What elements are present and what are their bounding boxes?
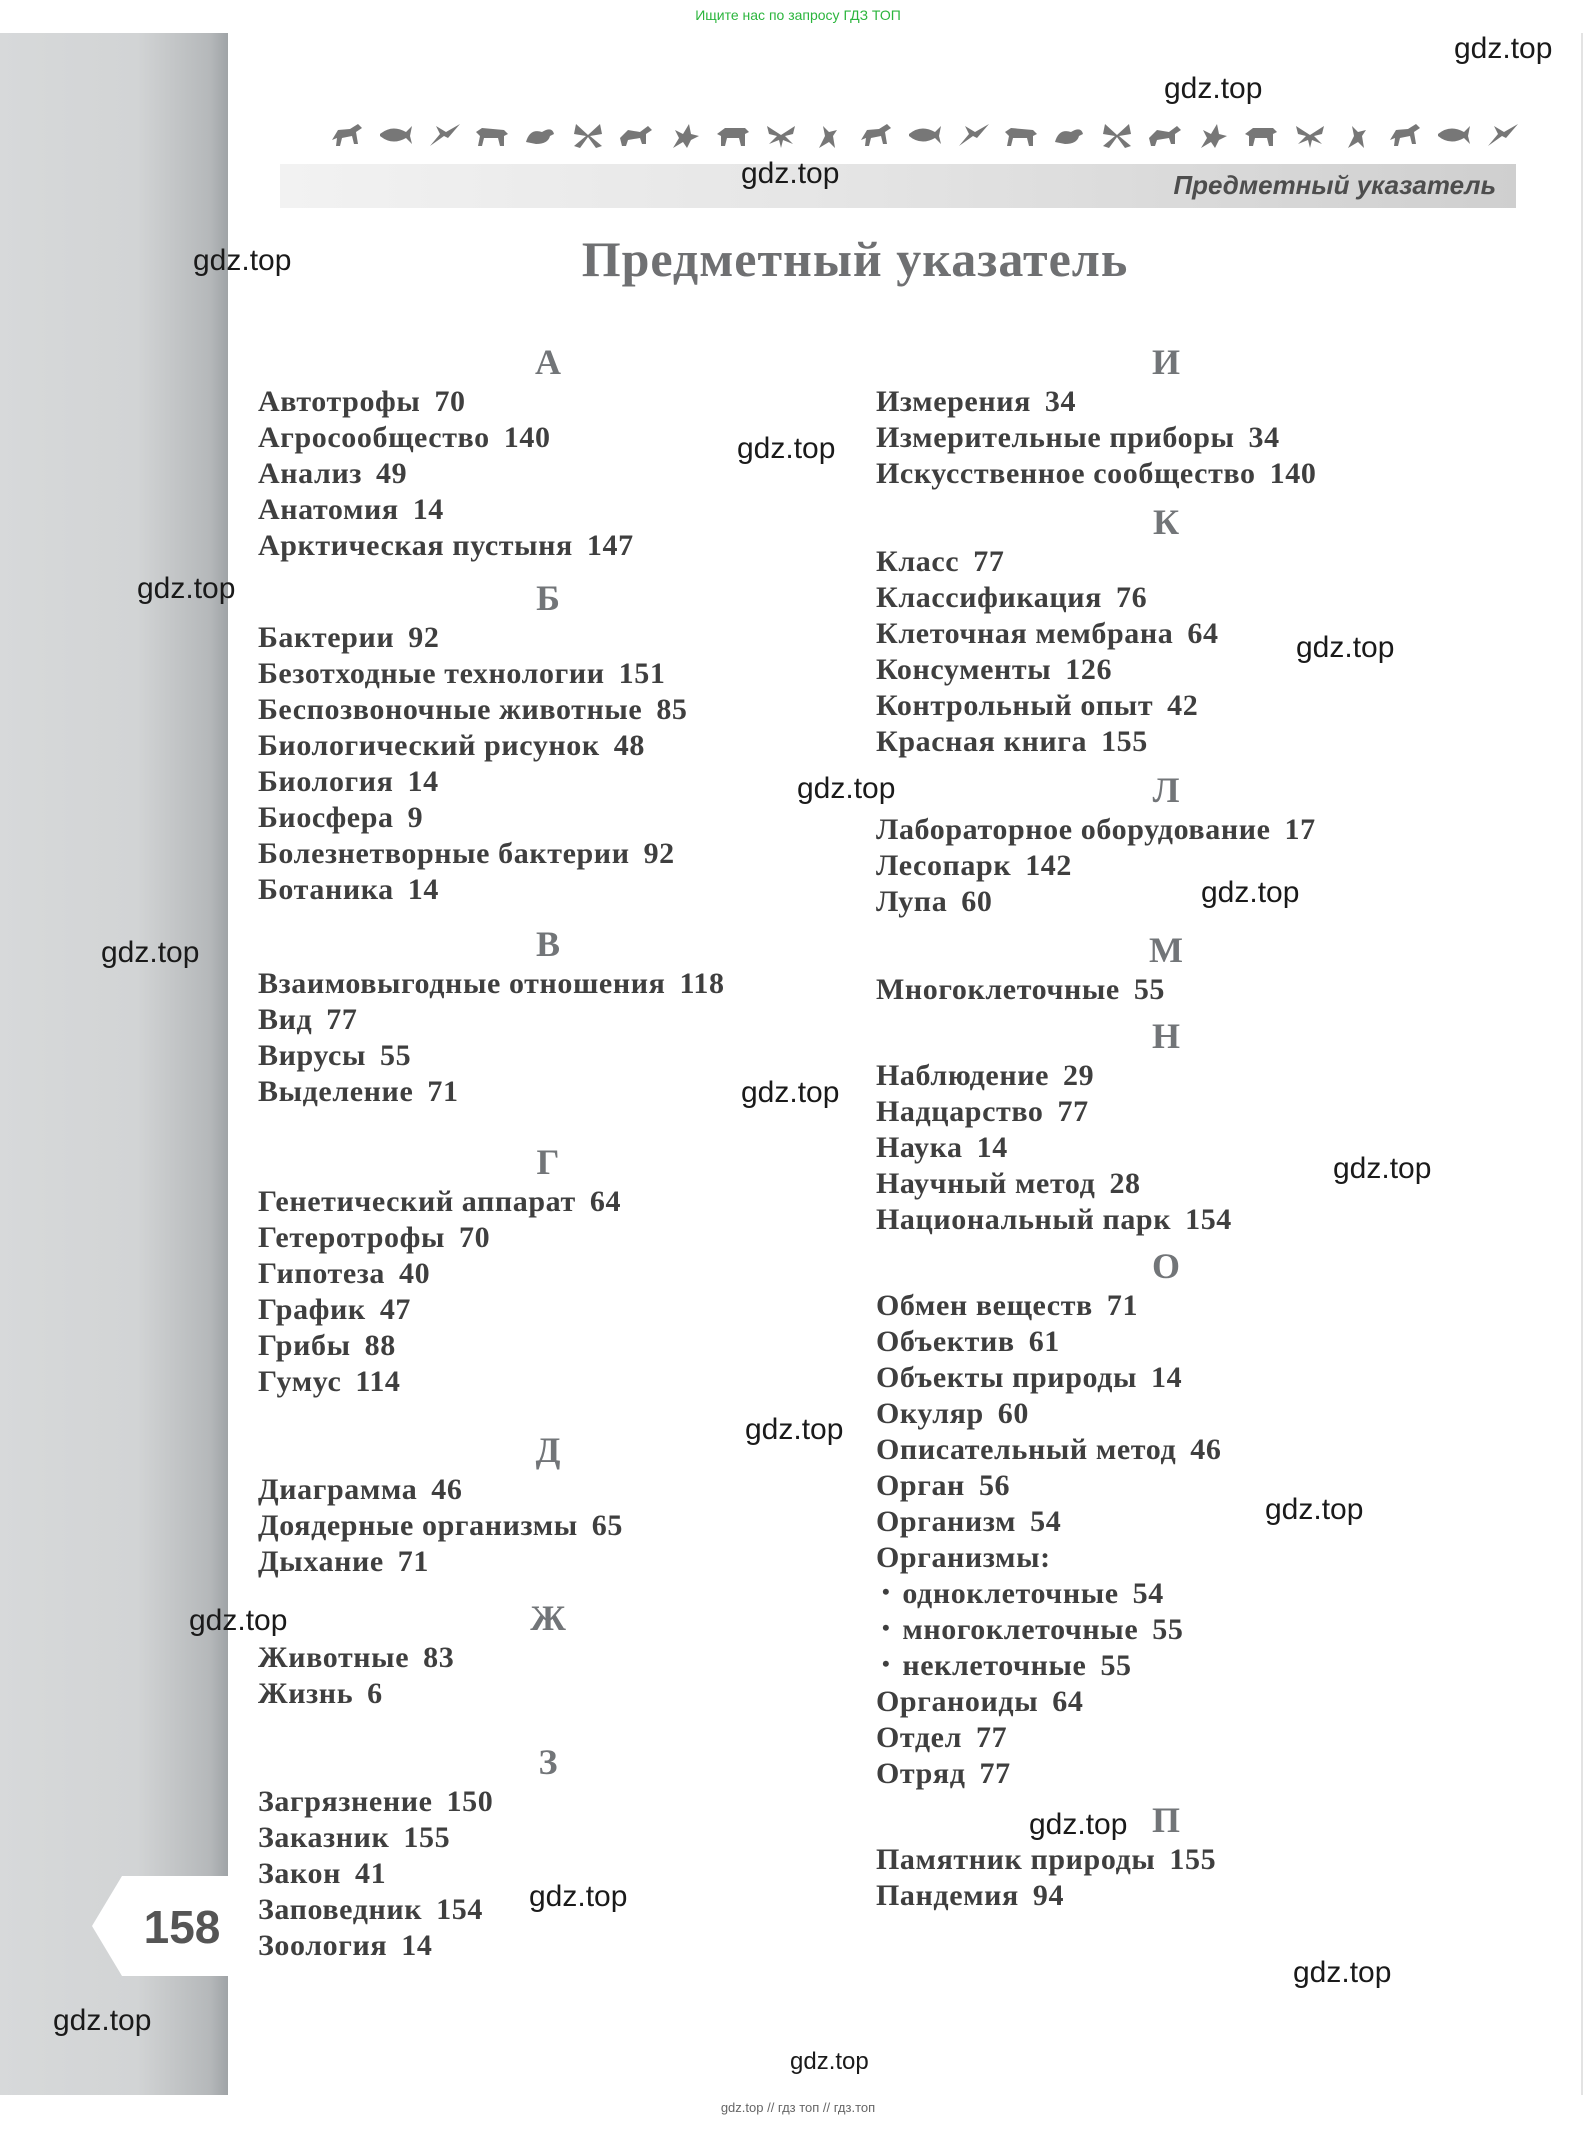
animal-icon [474,120,510,150]
entry-term: Объектив [876,1325,1015,1358]
entry-term: Вид [258,1003,313,1036]
watermark: gdz.top [1296,631,1395,664]
entry-page: 55 [1100,1649,1132,1682]
index-entry [258,800,818,836]
entry-term: Выделение [258,1075,414,1108]
index-entry [876,1540,1436,1576]
entry-term: Животные [258,1641,410,1674]
entry-term: Автотрофы [258,385,421,418]
entry-term: Наблюдение [876,1059,1050,1092]
entry-term: Биология [258,765,394,798]
entry-page: 77 [976,1721,1008,1754]
entry-page: 88 [364,1329,396,1362]
index-entry [258,1784,818,1820]
index-entry [876,1720,1436,1756]
entry-page: 17 [1284,813,1316,846]
animal-icon [1340,120,1376,150]
entry-page: 47 [379,1293,412,1326]
entry-term: Доядерные организмы [258,1509,578,1542]
entry-page: 14 [407,765,439,798]
entry-page: 29 [1063,1059,1095,1092]
section-letter: Б [536,578,560,618]
entry-page: 94 [1032,1879,1065,1912]
entry-term: Вирусы [258,1039,366,1072]
index-section [258,922,818,1110]
index-section [258,1428,818,1580]
animal-icon [378,120,414,150]
entry-term: Научный метод [876,1167,1096,1200]
index-entry [876,580,1436,616]
watermark: gdz.top [745,1413,844,1446]
watermark: gdz.top [741,157,840,190]
entry-term: Окуляр [876,1397,984,1430]
animal-silhouette-strip [330,115,1520,155]
entry-term: Заказник [258,1821,390,1854]
index-entry [876,724,1436,760]
animal-icon [522,120,558,150]
index-entry [876,1612,1436,1648]
entry-term: Биологический рисунок [258,729,600,762]
entry-term: Взаимовыгодные отношения [258,967,666,1000]
animal-icon [763,120,799,150]
animal-icon [1292,120,1328,150]
index-column-left [258,340,818,1964]
index-section [876,768,1436,920]
index-section [258,1740,818,1964]
index-entry [876,972,1436,1008]
watermark: gdz.top [1293,1956,1392,1989]
entry-page: 54 [1030,1505,1062,1538]
index-entry [258,1508,818,1544]
index-entry [258,1820,818,1856]
index-entry [258,872,818,908]
entry-page: 14 [412,493,444,526]
entry-term: Диаграмма [258,1473,418,1506]
page-number-tab [92,1876,242,1976]
watermark: gdz.top [741,1076,840,1109]
entry-term: Класс [876,545,960,578]
entry-page: 71 [1106,1289,1139,1322]
entry-term: Агросообщество [258,421,490,454]
entry-term: многоклеточные [902,1613,1139,1646]
entry-term: Организм [876,1505,1017,1538]
entry-term: Закон [258,1857,342,1890]
entry-term: Безотходные технологии [258,657,605,690]
animal-icon [570,120,606,150]
index-section [876,1798,1436,1914]
page-number: 158 [143,1901,221,1953]
animal-icon [1147,120,1183,150]
entry-page: 14 [407,873,439,906]
section-letter: Д [535,1430,561,1470]
index-entry [258,836,818,872]
animal-icon [1243,120,1279,150]
section-letter: М [1149,930,1183,970]
watermark: gdz.top [529,1880,628,1913]
entry-page: 55 [380,1039,412,1072]
index-entry [876,1094,1436,1130]
entry-term: Описательный метод [876,1433,1177,1466]
entry-page: 155 [1101,725,1148,758]
index-entry [876,1432,1436,1468]
index-entry [258,1002,818,1038]
entry-page: 14 [976,1131,1008,1164]
entry-page: 71 [427,1075,459,1108]
index-section [876,340,1436,492]
index-entry [876,1360,1436,1396]
animal-icon [1003,120,1039,150]
entry-page: 114 [355,1365,401,1398]
index-entry [258,528,818,564]
index-entry [876,1576,1436,1612]
animal-icon [426,120,462,150]
index-entry [876,1878,1436,1914]
entry-term: Искусственное сообщество [876,457,1256,490]
watermark: gdz.top [1201,876,1300,909]
section-letter: Н [1151,1016,1180,1056]
entry-term: одноклеточные [902,1577,1119,1610]
animal-icon [1195,120,1231,150]
watermark: gdz.top [737,432,836,465]
entry-page: 34 [1248,421,1280,454]
page-edge [1581,33,1583,2095]
entry-term: неклеточные [902,1649,1087,1682]
entry-term: Национальный парк [876,1203,1172,1236]
index-entry [876,544,1436,580]
watermark: gdz.top [1029,1808,1128,1841]
index-entry [876,884,1436,920]
entry-term: Ботаника [258,873,394,906]
entry-page: 54 [1132,1577,1164,1610]
index-entry [258,1328,818,1364]
entry-term: Гипотеза [258,1257,386,1290]
entry-term: Объекты природы [876,1361,1138,1394]
index-entry [258,1184,818,1220]
index-entry [258,1640,818,1676]
entry-term: Консументы [876,653,1052,686]
entry-term: Орган [876,1469,965,1502]
watermark: gdz.top [1265,1493,1364,1526]
entry-page: 147 [586,529,634,562]
index-entry [258,420,818,456]
entry-page: 118 [679,967,725,1000]
section-letter: К [1152,502,1180,542]
animal-icon [811,120,847,150]
entry-page: 48 [613,729,645,762]
entry-page: 61 [1028,1325,1060,1358]
index-entry [876,456,1436,492]
animal-icon [1051,120,1087,150]
index-entry [258,456,818,492]
animal-icon [1436,120,1472,150]
animal-icon [907,120,943,150]
watermark: gdz.top [1164,72,1263,105]
watermark: gdz.top [101,936,200,969]
watermark: gdz.top [790,2048,869,2075]
entry-page: 34 [1044,385,1077,418]
entry-term: Отряд [876,1757,966,1790]
entry-page: 151 [618,657,666,690]
index-entry [876,1288,1436,1324]
index-column-right [876,340,1436,1914]
entry-term: Зоология [258,1929,388,1962]
index-entry [876,1756,1436,1792]
entry-page: 64 [589,1185,622,1218]
entry-term: Арктическая пустыня [258,529,573,562]
entry-term: Органоиды [876,1685,1039,1718]
entry-page: 155 [1169,1843,1217,1876]
entry-page: 46 [431,1473,463,1506]
entry-term: Наука [876,1131,963,1164]
index-entry [258,1544,818,1580]
animal-icon [955,120,991,150]
index-section [258,1596,818,1712]
entry-page: 28 [1109,1167,1141,1200]
entry-term: Красная книга [876,725,1088,758]
entry-term: Бактерии [258,621,395,654]
animal-icon [618,120,654,150]
entry-term: Загрязнение [258,1785,433,1818]
watermark: gdz.top [1454,32,1553,65]
entry-page: 126 [1065,653,1113,686]
entry-page: 92 [643,837,675,870]
entry-term: Лабораторное оборудование [876,813,1271,846]
entry-term: Грибы [258,1329,351,1362]
entry-term: Гетеротрофы [258,1221,446,1254]
index-entry [258,966,818,1002]
entry-page: 92 [408,621,440,654]
entry-page: 155 [403,1821,451,1854]
index-section [876,500,1436,760]
index-entry [258,764,818,800]
animal-icon [1484,120,1520,150]
index-entry [258,692,818,728]
index-section [258,340,818,564]
entry-page: 71 [397,1545,429,1578]
entry-page: 46 [1190,1433,1222,1466]
animal-icon [1099,120,1135,150]
entry-page: 77 [973,545,1005,578]
entry-term: Измерения [876,385,1031,418]
index-entry [876,812,1436,848]
entry-page: 77 [1057,1095,1089,1128]
index-section [258,1140,818,1400]
index-entry [258,620,818,656]
index-entry [258,1256,818,1292]
entry-term: Гумус [258,1365,342,1398]
entry-term: Классификация [876,581,1102,614]
entry-page: 85 [656,693,688,726]
watermark: gdz.top [189,1604,288,1637]
index-entry [258,728,818,764]
entry-page: 150 [446,1785,494,1818]
section-letter: В [535,924,560,964]
index-entry [876,1324,1436,1360]
section-label: Предметный указатель [1173,170,1496,200]
index-section [876,928,1436,1008]
watermark: gdz.top [137,572,236,605]
top-search-hint: Ищите нас по запросу ГДЗ ТОП [695,7,901,23]
entry-term: Генетический аппарат [258,1185,576,1218]
entry-page: 70 [459,1221,491,1254]
entry-term: Клеточная мембрана [876,617,1174,650]
index-entry [258,656,818,692]
section-letter: Ж [530,1598,566,1638]
entry-term: Лупа [876,885,948,918]
index-entry [258,1292,818,1328]
entry-term: Заповедник [258,1893,423,1926]
index-entry [258,492,818,528]
entry-page: 70 [434,385,466,418]
left-page-band [0,33,228,2095]
animal-icon [667,120,703,150]
entry-page: 65 [591,1509,623,1542]
index-section [258,576,818,908]
entry-page: 42 [1167,689,1199,722]
index-entry [876,1842,1436,1878]
bottom-note: gdz.top // гдз топ // гдз.топ [720,2100,876,2115]
entry-page: 14 [1151,1361,1183,1394]
entry-page: 41 [355,1857,387,1890]
index-entry [258,1364,818,1400]
watermark: gdz.top [797,772,896,805]
entry-page: 49 [376,457,408,490]
entry-page: 76 [1115,581,1148,614]
watermark: gdz.top [1333,1152,1432,1185]
entry-term: Болезнетворные бактерии [258,837,630,870]
entry-term: Пандемия [876,1879,1019,1912]
entry-page: 9 [407,801,424,834]
index-entry [258,1220,818,1256]
entry-term: Контрольный опыт [876,689,1154,722]
entry-term: График [258,1293,366,1326]
animal-icon [715,120,751,150]
entry-page: 83 [423,1641,455,1674]
entry-page: 64 [1187,617,1219,650]
animal-icon [330,120,366,150]
section-letter: О [1151,1246,1180,1286]
section-letter: И [1151,342,1180,382]
entry-page: 154 [436,1893,483,1926]
index-entry [258,1928,818,1964]
entry-term: Измерительные приборы [876,421,1235,454]
entry-term: Дыхание [258,1545,384,1578]
section-letter: З [538,1742,558,1782]
watermark: gdz.top [53,2004,152,2037]
page-title: Предметный указатель [581,231,1129,287]
section-header-bar [280,164,1516,208]
index-entry [258,1472,818,1508]
entry-page: 77 [979,1757,1011,1790]
index-entry [876,1684,1436,1720]
entry-page: 40 [399,1257,431,1290]
section-letter: П [1151,1800,1180,1840]
index-entry [258,1676,818,1712]
animal-icon [1388,120,1424,150]
entry-page: 77 [326,1003,358,1036]
entry-page: 140 [1269,457,1317,490]
index-entry [876,1058,1436,1094]
entry-page: 142 [1025,849,1073,882]
entry-term: Анатомия [258,493,399,526]
entry-page: 140 [503,421,551,454]
entry-term: Биосфера [258,801,394,834]
index-entry [258,384,818,420]
animal-icon [859,120,895,150]
entry-term: Надцарство [876,1095,1044,1128]
section-letter: Л [1152,770,1180,810]
section-letter: А [535,342,561,382]
entry-page: 55 [1133,973,1166,1006]
entry-page: 55 [1152,1613,1184,1646]
entry-page: 60 [961,885,993,918]
entry-term: Жизнь [258,1677,354,1710]
index-entry [876,1396,1436,1432]
entry-term: Многоклеточные [876,973,1120,1006]
index-entry [876,1202,1436,1238]
index-entry [258,1074,818,1110]
section-letter: Г [536,1142,560,1182]
index-entry [876,420,1436,456]
entry-term: Организмы: [876,1541,1051,1574]
index-entry [258,1038,818,1074]
index-entry [876,1648,1436,1684]
entry-page: 56 [978,1469,1011,1502]
entry-term: Памятник природы [876,1843,1156,1876]
entry-page: 6 [367,1677,383,1710]
entry-page: 64 [1052,1685,1084,1718]
entry-term: Анализ [258,457,362,490]
entry-page: 154 [1185,1203,1232,1236]
entry-term: Лесопарк [876,849,1012,882]
entry-term: Отдел [876,1721,962,1754]
watermark: gdz.top [193,244,292,277]
entry-term: Обмен веществ [876,1289,1093,1322]
index-entry [876,688,1436,724]
index-entry [876,384,1436,420]
entry-page: 60 [997,1397,1029,1430]
entry-page: 14 [401,1929,433,1962]
entry-term: Беспозвоночные животные [258,693,643,726]
index-entry [876,848,1436,884]
index-section [876,1014,1436,1238]
